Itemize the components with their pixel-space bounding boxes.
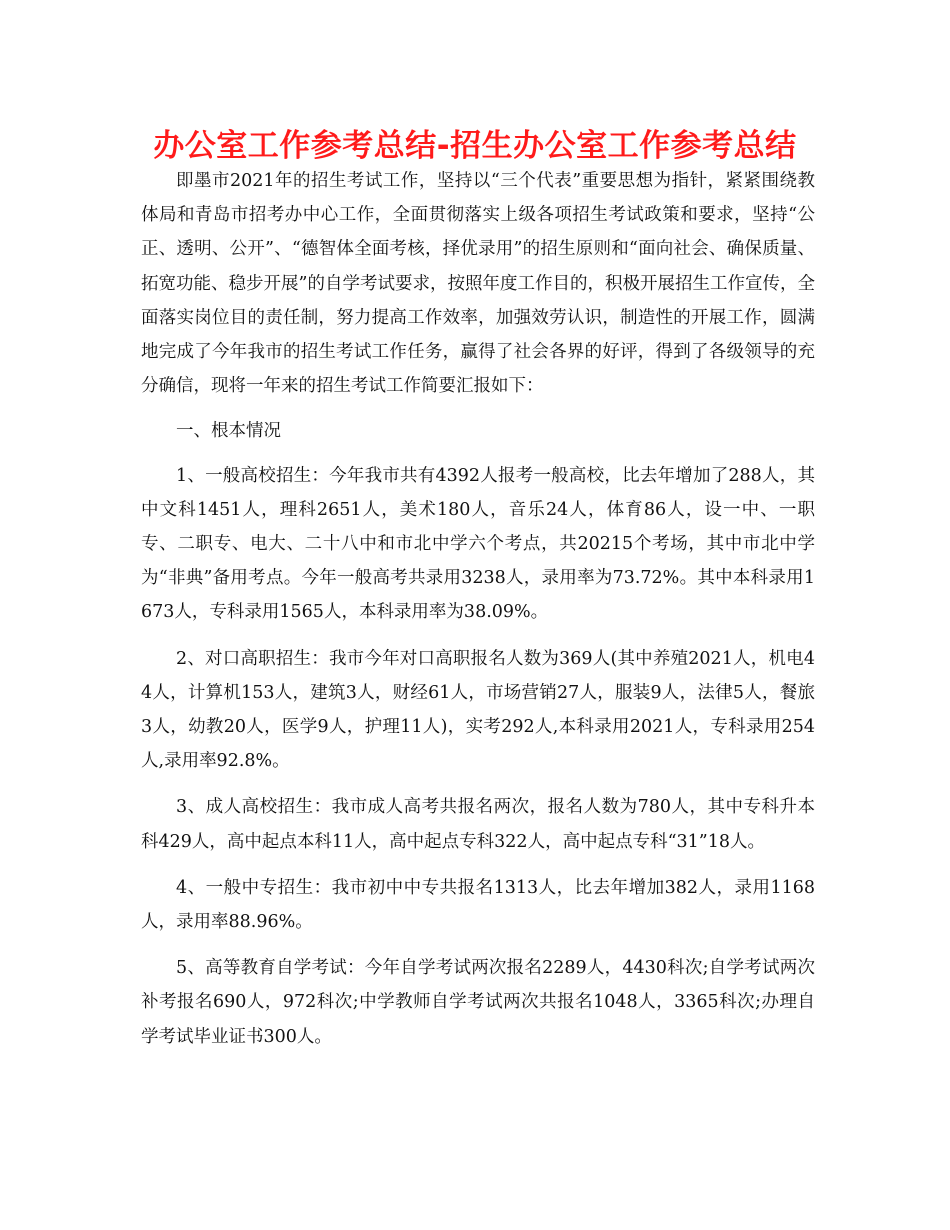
document-title: 办公室工作参考总结-招生办公室工作参考总结 [153,128,797,164]
paragraph-self-study-examination: 5、高等教育自学考试：今年自学考试两次报名2289人，4430科次;自学考试两次补考报名690人，972科次;中学教师自学考试两次共报名1048人，3365科次;办理自学考试毕业证书300人。 [141,958,815,1047]
paragraph-adult-college-admission: 3、成人高校招生：我市成人高考共报名两次，报名人数为780人，其中专科升本科429人，高中起点本科11人，高中起点专科322人，高中起点专科“31”18人。 [141,797,815,852]
paragraph-vocational-college-admission: 2、对口高职招生：我市今年对口高职报名人数为369人(其中养殖2021人，机电44人，计算机153人，建筑3人，财经61人，市场营销27人，服装9人，法律5人，餐旅3人，幼教20人，医学9人，护理11人)，实考292人,本科录用2021人，专科录用254人,录用率92.8%。 [141,648,815,772]
paragraph-intro: 即墨市2021年的招生考试工作，坚持以“三个代表”重要思想为指针，紧紧围绕教体局和青岛市招考办中心工作，全面贯彻落实上级各项招生考试政策和要求，坚持“公正、透明、公开”、“德智体全面考核，择优录用”的招生原则和“面向社会、确保质量、拓宽功能、稳步开展”的自学考试要求，按照年度工作目的，积极开展招生工作宣传，全面落实岗位目的责任制，努力提高工作效率，加强效劳认识，制造性的开展工作，圆满地完成了今年我市的招生考试工作任务，赢得了社会各界的好评，得到了各级领导的充分确信，现将一年来的招生考试工作简要汇报如下： [141,171,815,397]
section-heading-basic-situation: 一、根本情况 [176,421,281,442]
paragraph-general-college-admission: 1、一般高校招生：今年我市共有4392人报考一般高校，比去年增加了288人，其中文科1451人，理科2651人，美术180人，音乐24人，体育86人，设一中、一职专、二职专、电大、二十八中和市北中学六个考点，共20215个考场，其中市北中学为“非典”备用考点。今年一般高考共录用3238人，录用率为73.72%。其中本科录用1673人，专科录用1565人，本科录用率为38.09%。 [141,465,815,623]
paragraph-secondary-vocational-admission: 4、一般中专招生：我市初中中专共报名1313人，比去年增加382人，录用1168人，录用率88.96%。 [141,877,815,933]
document-body [141,164,815,1066]
